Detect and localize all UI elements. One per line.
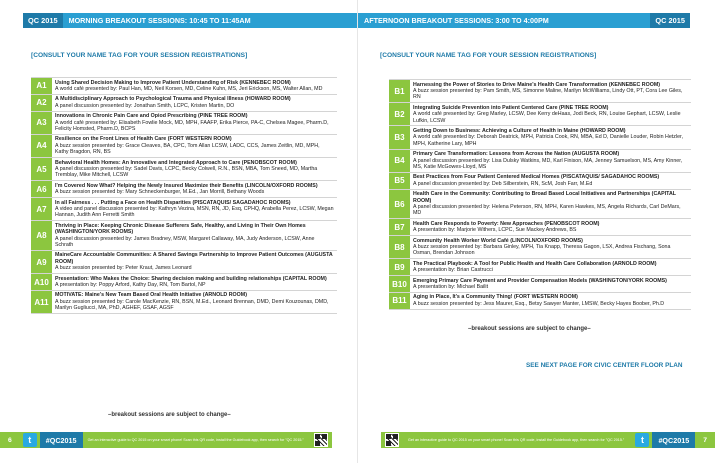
session-title: Health Care Responds to Poverty: New Approaches (PENOBSCOT ROOM) bbox=[413, 220, 600, 227]
session-title: Emerging Primary Care Payment and Provider Compensation Models (WASHINGTON/YORK ROOMS) bbox=[413, 277, 667, 284]
session-row bbox=[31, 221, 337, 251]
session-presenters: A panel discussion presented by: Lisa Dulsky Watkins, MD, Karl Finison, MA, Jenney Samuelson, MS, Amy Kinner, MS, Katie McGowes-Lloyd, MS bbox=[413, 157, 683, 170]
session-row bbox=[31, 251, 337, 274]
header-title: MORNING BREAKOUT SESSIONS: 10:45 TO 11:45AM bbox=[63, 13, 357, 28]
session-row bbox=[31, 181, 337, 198]
session-row bbox=[31, 135, 337, 158]
change-note: –breakout sessions are subject to change– bbox=[468, 326, 591, 332]
twitter-icon: t bbox=[23, 433, 37, 447]
session-title: MOTIVATE: Maine's New Team Based Oral Health Initiative (ARNOLD ROOM) bbox=[55, 292, 247, 299]
session-row bbox=[389, 173, 691, 190]
session-title: Behavioral Health Homes: An Innovative and Integrated Approach to Care (PENOBSCOT ROOM) bbox=[55, 159, 297, 166]
page-footer bbox=[381, 432, 715, 448]
session-presenters: A panel discussion presented by: James Bradney, MSW, Margaret Callaway, MA, Judy Anderson, LCSW, Anne Schrath bbox=[55, 235, 315, 249]
session-title: Primary Care Transformation: Lessons from Across the Nation (AUGUSTA ROOM) bbox=[413, 151, 620, 158]
session-title: Resilience on the Front Lines of Health Care (FORT WESTERN ROOM) bbox=[55, 136, 232, 143]
session-code: A7 bbox=[31, 198, 52, 220]
session-details bbox=[52, 251, 337, 273]
session-row bbox=[389, 79, 691, 103]
session-title: Best Practices from Four Patient Centered Medical Homes (PISCATAQUIS/ SAGADAHOC ROOMS) bbox=[413, 174, 660, 181]
session-title: Presentation: Who Makes the Choice: Sharing decision making and building relationships (CAPITAL ROOM) bbox=[55, 275, 327, 282]
hashtag: #QC2015 bbox=[40, 432, 83, 448]
session-code: B11 bbox=[389, 293, 410, 309]
session-row bbox=[31, 158, 337, 181]
afternoon-header bbox=[358, 13, 690, 28]
session-code: B10 bbox=[389, 276, 410, 292]
session-presenters: A panel discussion presented by: Helena Peterson, RN, MPH, Karen Hawkes, MS, Angela Richards, Carl DeMars, MD bbox=[413, 204, 681, 217]
qr-instructions: Get an interactive guide to QC 2015 on your smart phone! Scan this QR code, install the Guidebook app, then search for "QC 2015." bbox=[408, 437, 625, 442]
session-row bbox=[389, 276, 691, 293]
session-details bbox=[410, 259, 660, 275]
session-presenters: A panel discussion presented by: Sadel Davis, LCPC, Becky Colwell, R.N., BSN, MBA, Tom Sneed, MD, Martha Tremblay, Mike Mitchell, LCSW bbox=[55, 165, 318, 179]
right-page bbox=[358, 0, 715, 463]
session-details bbox=[52, 181, 321, 197]
session-details bbox=[52, 78, 325, 94]
session-title: Harnessing the Power of Stories to Drive Maine's Health Care Transformation (KENNEBEC ROOM) bbox=[413, 81, 661, 88]
session-details bbox=[410, 126, 691, 148]
session-presenters: A world café presented by: Greg Marley, LCSW, Dee Kerry deHaas, Jodi Beck, RN, Louise Gephart, LCSW, Leslie Lufkin, LCSW bbox=[413, 111, 681, 124]
session-details bbox=[410, 219, 602, 235]
session-details bbox=[410, 276, 670, 292]
session-details bbox=[52, 291, 337, 313]
session-details bbox=[52, 221, 337, 250]
twitter-icon: t bbox=[635, 433, 649, 447]
session-row bbox=[31, 77, 337, 95]
session-code: A1 bbox=[31, 78, 52, 94]
session-row bbox=[389, 150, 691, 173]
session-details bbox=[52, 135, 337, 157]
page-footer bbox=[0, 432, 332, 448]
session-details bbox=[410, 236, 691, 258]
session-row bbox=[389, 126, 691, 149]
session-code: B1 bbox=[389, 80, 410, 102]
session-code: A9 bbox=[31, 251, 52, 273]
session-title: MaineCare Accountable Communities: A Shared Savings Partnership to Improve Patient Outcomes (AUGUSTA ROOM) bbox=[55, 252, 333, 265]
session-row bbox=[31, 95, 337, 112]
morning-header bbox=[23, 13, 357, 28]
session-code: A8 bbox=[31, 221, 52, 250]
session-code: A11 bbox=[31, 291, 52, 313]
qr-code-icon bbox=[314, 433, 328, 447]
session-details bbox=[52, 158, 337, 180]
session-row bbox=[389, 190, 691, 220]
session-row bbox=[31, 112, 337, 135]
page-number: 7 bbox=[703, 436, 707, 444]
session-code: B4 bbox=[389, 150, 410, 172]
session-presenters: A presentation by: Michael Bailit bbox=[413, 284, 489, 291]
floor-plan-note: SEE NEXT PAGE FOR CIVIC CENTER FLOOR PLAN bbox=[526, 362, 683, 369]
session-presenters: A buzz session presented by: Peter Kraut, James Leonard bbox=[55, 265, 192, 272]
session-code: B8 bbox=[389, 236, 410, 258]
session-presenters: A buzz session presented by: Grace Cleaves, BA, CPC, Tom Allan LCSW, LADC, CCS, James Zeitlin, MD, MPH, Kathy Bragdon, RN, BS bbox=[55, 142, 320, 156]
change-note: –breakout sessions are subject to change– bbox=[108, 412, 231, 418]
afternoon-session-list bbox=[389, 79, 691, 310]
session-title: In all Fairness . . . Putting a Face on Health Disparities (PISCATAQUIS/ SAGADAHOC ROOMS) bbox=[55, 199, 291, 206]
session-title: Using Shared Decision Making to Improve Patient Understanding of Risk (KENNEBEC ROOM) bbox=[55, 79, 291, 86]
header-title: AFTERNOON BREAKOUT SESSIONS: 3:00 TO 4:00PM bbox=[358, 13, 650, 28]
session-details bbox=[52, 198, 337, 220]
session-row bbox=[389, 103, 691, 126]
session-title: The Practical Playbook: A Tool for Public Health and Health Care Collaboration (ARNOLD ROOM) bbox=[413, 260, 657, 267]
session-code: B2 bbox=[389, 103, 410, 125]
session-title: Thriving in Place: Keeping Chronic Disease Sufferers Safe, Healthy, and Living in Their Own Homes (WASHINGTON/YORK ROOMS) bbox=[55, 222, 306, 236]
page-number: 6 bbox=[8, 436, 12, 444]
session-row bbox=[389, 236, 691, 259]
session-title: I'm Covered Now What? Helping the Newly Insured Maximize their Benefits (LINCOLN/OXFORD ROOMS) bbox=[55, 182, 318, 189]
left-page bbox=[0, 0, 357, 463]
session-presenters: A panel discussion presented by: Jonathan Smith, LCPC, Kristen Martin, DO bbox=[55, 102, 235, 109]
session-presenters: A presentation by: Marjorie Withers, LCPC, Sue Mackey Andrews, BS bbox=[413, 227, 577, 234]
session-code: B9 bbox=[389, 259, 410, 275]
session-details bbox=[410, 103, 691, 125]
session-presenters: A buzz session presented by: Pam Smith, MS, Simonne Maline, Marilyn McWilliams, Lindy Ott, PT, Cora Lee Giles, RN bbox=[413, 87, 683, 101]
session-title: A Multidisciplinary Approach to Psychological Trauma and Physical Illness (HOWARD ROOM) bbox=[55, 96, 291, 103]
session-row bbox=[389, 259, 691, 276]
session-title: Integrating Suicide Prevention into Patient Centered Care (PINE TREE ROOM) bbox=[413, 104, 609, 111]
session-title: Health Care in the Community: Contributing to Broad Based Local Initiatives and Partnerships (CAPITAL ROOM) bbox=[413, 191, 676, 204]
session-title: Innovations in Chronic Pain Care and Opiod Prescribing (PINE TREE ROOM) bbox=[55, 113, 248, 120]
header-tag: QC 2015 bbox=[23, 13, 63, 28]
session-row bbox=[31, 291, 337, 314]
session-code: A4 bbox=[31, 135, 52, 157]
session-presenters: A buzz session presented by: Barbara Ginley, MPH, Tia Knapp, Theresa Gagon, LSX, Andrea Fischang, Sona Osman, Brendan Johnson bbox=[413, 244, 671, 257]
session-details bbox=[52, 95, 294, 111]
session-row bbox=[31, 274, 337, 291]
session-presenters: A presentation by: Poppy Arford, Kathy Day, RN, Tom Bartol, NP bbox=[55, 282, 206, 289]
session-row bbox=[389, 219, 691, 236]
session-presenters: A video and panel discussion presented by: Kathryn Vezina, MSN, RN, JD, Esq, CPHQ, Arabella Perez, LCSW, Megan Hannan, Judith Ann Ferretti Smith bbox=[55, 206, 334, 219]
session-code: B6 bbox=[389, 190, 410, 219]
session-code: A3 bbox=[31, 112, 52, 134]
session-presenters: A buzz session presented by: Carole MacKenzie, RN, BSN, M.Ed., Leonard Brennan, DMD, Demi Kouzounas, DMD, Marilyn Gugliucci, MA, PhD, AGHEF, GSAF, AGSF bbox=[55, 298, 329, 312]
session-presenters: A presentation by: Brian Castrucci bbox=[413, 267, 493, 274]
session-details bbox=[410, 150, 691, 172]
consult-note: [CONSULT YOUR NAME TAG FOR YOUR SESSION REGISTRATIONS] bbox=[380, 52, 597, 59]
session-row bbox=[31, 198, 337, 221]
session-code: B5 bbox=[389, 173, 410, 189]
session-code: A5 bbox=[31, 158, 52, 180]
session-code: A2 bbox=[31, 95, 52, 111]
session-details bbox=[52, 274, 330, 290]
session-details bbox=[410, 173, 662, 189]
session-title: Aging in Place, It's a Community Thing! (FORT WESTERN ROOM) bbox=[413, 294, 578, 301]
session-presenters: A world café presented by: Elisabeth Fowlie Mock, MD, MPH, FAAFP, Erika Pierce, PA-C, Chelsea Magee, Pharm.D, Felicity Homsted, Pharm.D, BCPS bbox=[55, 119, 329, 132]
consult-note: [CONSULT YOUR NAME TAG FOR YOUR SESSION REGISTRATIONS] bbox=[31, 52, 248, 59]
session-presenters: A buzz session presented by: Jess Maurer, Esq., Betsy Sawyer Manter, LMSW, Becky Hayes Boober, Ph.D bbox=[413, 300, 665, 307]
session-code: B7 bbox=[389, 219, 410, 235]
qr-instructions: Get an interactive guide to QC 2015 on your smart phone! Scan this QR code, install the Guidebook app, then search for "QC 2015." bbox=[87, 437, 304, 442]
session-presenters: A world café presented by: Deborah Deatrick, MPH, Patricia Cook, RN, MBA, Ed D, Danielle Louder, Robin Hetzler, MPH, Katherine Lary, MPH bbox=[413, 134, 683, 147]
session-presenters: A world café presented by: Paul Han, MD, Neil Korsen, MD, Celine Kuhn, MS, Jeri Erickson, MS, Walter Allan, MD bbox=[55, 85, 323, 92]
session-code: A10 bbox=[31, 274, 52, 290]
qr-code-icon bbox=[385, 433, 399, 447]
session-details bbox=[52, 112, 337, 134]
session-title: Community Health Worker World Café (LINCOLN/OXFORD ROOMS) bbox=[413, 237, 583, 244]
session-code: B3 bbox=[389, 126, 410, 148]
session-row bbox=[389, 293, 691, 310]
session-details bbox=[410, 293, 667, 309]
session-presenters: A buzz session presented by: Mary Schneckenburger, M.Ed., Jan Morrill, Bethany Woods bbox=[55, 189, 265, 196]
session-code: A6 bbox=[31, 181, 52, 197]
session-presenters: A panel discussion presented by: Deb Silberstein, RN, ScM, Josh Farr, M.Ed bbox=[413, 180, 593, 187]
session-details bbox=[410, 80, 691, 102]
hashtag: #QC2015 bbox=[652, 432, 695, 448]
header-tag: QC 2015 bbox=[650, 13, 690, 28]
session-title: Getting Down to Business: Achieving a Culture of Health in Maine (HOWARD ROOM) bbox=[413, 127, 626, 134]
session-details bbox=[410, 190, 691, 219]
morning-session-list bbox=[31, 77, 337, 314]
